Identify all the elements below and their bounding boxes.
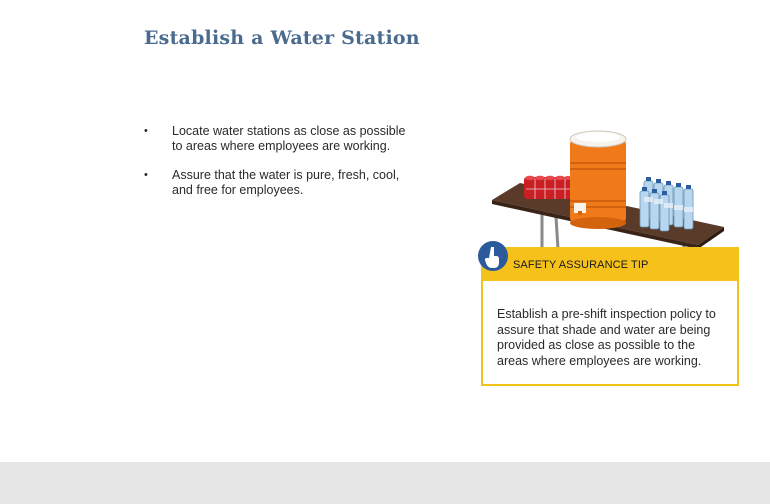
bullet-icon: • [144,169,148,181]
safety-tip-header-label: SAFETY ASSURANCE TIP [513,259,649,271]
safety-tip-header [483,249,737,281]
water-cooler-icon [570,131,626,229]
safety-tip-text: Establish a pre-shift inspection policy to assure that shade and water are being provided as close as possible to the areas where employees are working. [497,307,716,368]
list-item [144,168,419,198]
bullet-text: Locate water stations as close as possible to areas where employees are working. [172,124,406,153]
red-cups-icon [524,176,572,199]
safety-tip-box [481,247,739,386]
bullet-list [144,124,419,212]
page-title: Establish a Water Station [144,27,420,49]
footer-bar [0,462,770,504]
list-item [144,124,419,154]
pointing-hand-icon [478,241,508,271]
bullet-text: Assure that the water is pure, fresh, cool, and free for employees. [172,168,400,197]
water-station-illustration [486,125,726,253]
bullet-icon: • [144,125,148,137]
water-bottles-icon [640,177,693,231]
